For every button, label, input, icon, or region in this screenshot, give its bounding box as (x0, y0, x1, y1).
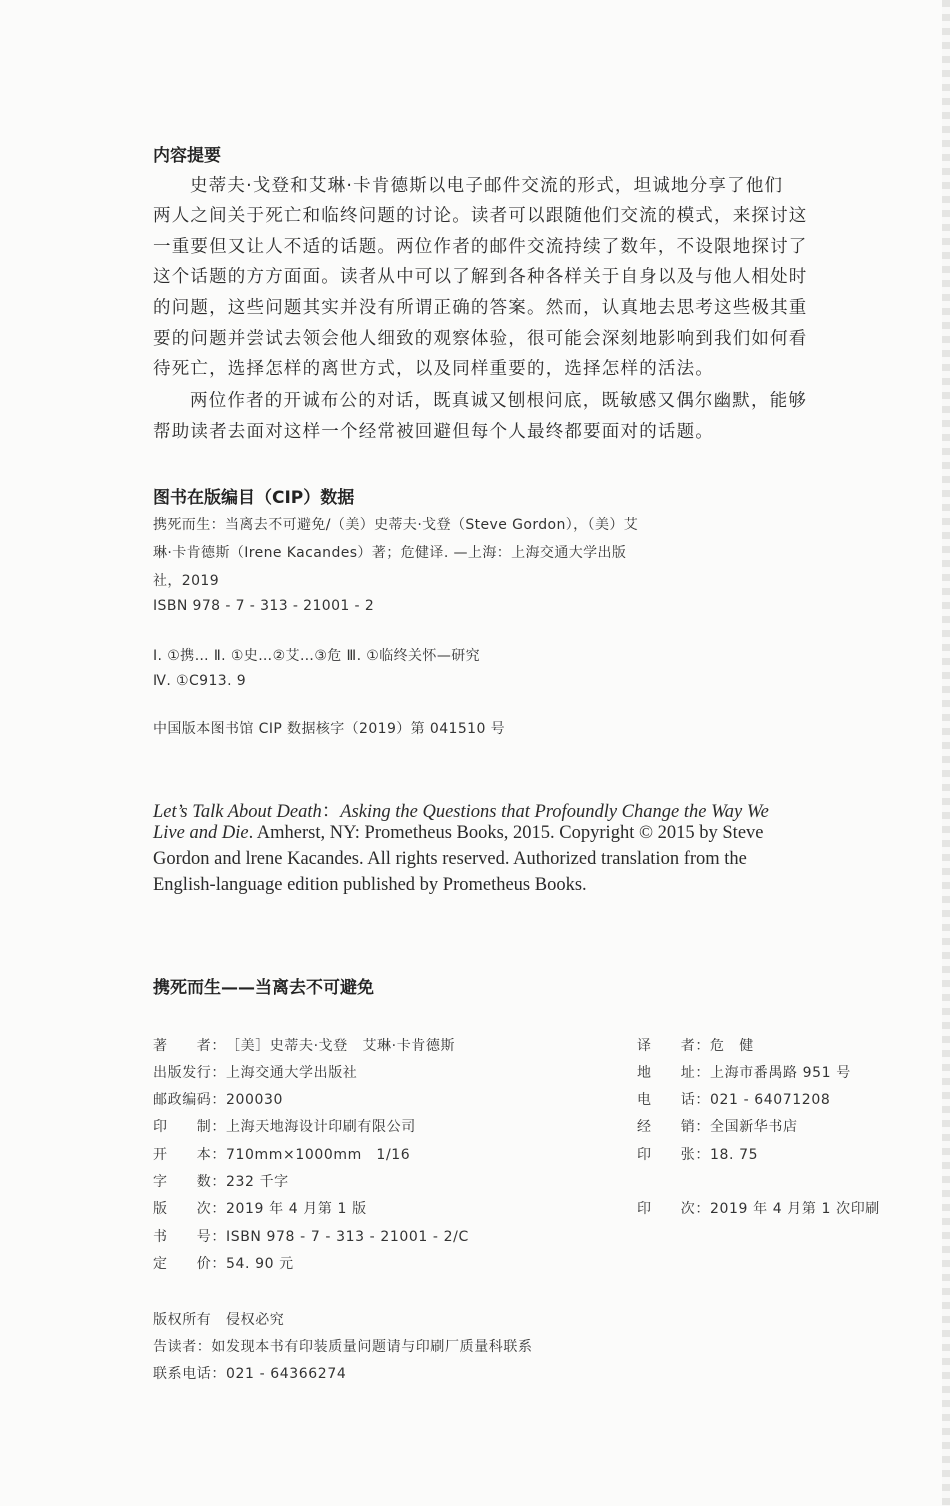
info-row: 印 制：上海天地海设计印刷有限公司 (153, 1119, 416, 1135)
cip-classification: Ⅰ. ①携… Ⅱ. ①史…②艾…③危 Ⅲ. ①临终关怀—研究 (153, 648, 481, 664)
english-subtitle-end: Live and Die (153, 823, 249, 843)
copyright-notice: 版权所有 侵权必究 (153, 1312, 285, 1328)
summary-line: 这个话题的方方面面。读者从中可以了解到各种各样关于自身以及与他人相处时 (153, 267, 808, 287)
cip-record-number: 中国版本图书馆 CIP 数据核字（2019）第 041510 号 (153, 721, 506, 737)
info-row: 出版发行：上海交通大学出版社 (153, 1065, 358, 1081)
reader-notice: 告读者：如发现本书有印装质量问题请与印刷厂质量科联系 (153, 1339, 533, 1355)
page-edge (942, 0, 950, 1506)
cip-line: 携死而生：当离去不可避免/（美）史蒂夫·戈登（Steve Gordon），（美）艾 (153, 517, 639, 533)
cip-line: 社，2019 (153, 573, 220, 589)
info-row: 印 次：2019 年 4 月第 1 次印刷 (637, 1201, 880, 1217)
english-line: Live and Die. Amherst, NY: Prometheus Books, 2015. Copyright © 2015 by Steve (153, 823, 764, 843)
summary-heading: 内容提要 (153, 146, 221, 166)
cip-isbn: ISBN 978 - 7 - 313 - 21001 - 2 (153, 598, 375, 614)
info-row: 邮政编码：200030 (153, 1092, 284, 1108)
info-row: 字 数：232 千字 (153, 1174, 289, 1190)
info-row: 定 价：54. 90 元 (153, 1256, 294, 1272)
english-line: English-language edition published by Prometheus Books. (153, 875, 587, 895)
book-title: 携死而生——当离去不可避免 (153, 978, 374, 998)
summary-line: 要的问题并尝试去领会他人细致的观察体验，很可能会深刻地影响到我们如何看 (153, 329, 808, 349)
info-row: 著 者：［美］史蒂夫·戈登 艾琳·卡肯德斯 (153, 1038, 456, 1054)
summary-line: 一重要但又让人不适的话题。两位作者的邮件交流持续了数年，不设限地探讨了 (153, 237, 808, 257)
cip-classification: Ⅳ. ①C913. 9 (153, 673, 247, 689)
summary-line: 两人之间关于死亡和临终问题的讨论。读者可以跟随他们交流的模式，来探讨这 (153, 206, 808, 226)
info-row: 版 次：2019 年 4 月第 1 版 (153, 1201, 367, 1217)
summary-line: 两位作者的开诚布公的对话，既真诚又刨根问底，既敏感又偶尔幽默，能够 (190, 391, 808, 411)
info-row: 译 者：危 健 (637, 1038, 754, 1054)
cip-heading: 图书在版编目（CIP）数据 (153, 488, 355, 508)
info-row: 开 本：710mm×1000mm 1/16 (153, 1147, 411, 1163)
info-row: 书 号：ISBN 978 - 7 - 313 - 21001 - 2/C (153, 1229, 469, 1245)
summary-line: 待死亡，选择怎样的离世方式，以及同样重要的，选择怎样的活法。 (153, 359, 714, 379)
info-row: 经 销：全国新华书店 (637, 1119, 798, 1135)
info-row: 电 话：021 - 64071208 (637, 1092, 831, 1108)
cip-line: 琳·卡肯德斯（Irene Kacandes）著；危健译. —上海：上海交通大学出版 (153, 545, 627, 561)
info-row: 印 张：18. 75 (637, 1147, 759, 1163)
summary-line: 的问题，这些问题其实并没有所谓正确的答案。然而，认真地去思考这些极其重 (153, 298, 808, 318)
english-subtitle: Asking the Questions that Profoundly Change the Way We (340, 802, 769, 822)
contact-phone: 联系电话：021 - 64366274 (153, 1366, 347, 1382)
summary-line: 史蒂夫·戈登和艾琳·卡肯德斯以电子邮件交流的形式，坦诚地分享了他们 (190, 176, 784, 196)
english-title: Let’s Talk About Death (153, 802, 322, 822)
summary-line: 帮助读者去面对这样一个经常被回避但每个人最终都要面对的话题。 (153, 422, 714, 442)
info-row: 地 址：上海市番禺路 951 号 (637, 1065, 851, 1081)
english-line: Gordon and lrene Kacandes. All rights reserved. Authorized translation from the (153, 849, 747, 869)
english-line: Let’s Talk About Death：Asking the Questions that Profoundly Change the Way We (153, 802, 769, 822)
